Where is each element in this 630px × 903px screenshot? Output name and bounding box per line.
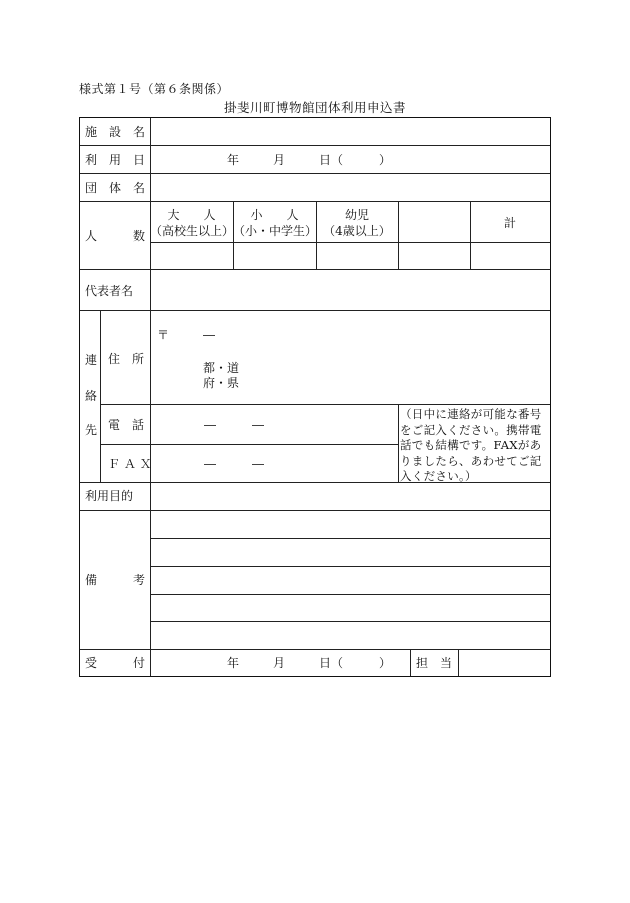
column-line — [398, 201, 399, 269]
phone-label: 電 話 — [108, 418, 145, 432]
row-line — [150, 242, 550, 243]
column-line — [398, 404, 399, 482]
purpose-label: 利用目的 — [85, 489, 134, 503]
adult-subheader: （高校生以上） — [150, 224, 235, 238]
row-line — [100, 444, 398, 445]
infant-subheader: （4歳以上） — [323, 224, 391, 238]
usage-date-month[interactable]: 月 — [273, 153, 286, 167]
reception-year[interactable]: 年 — [227, 656, 240, 670]
child-subheader: （小・中学生） — [233, 224, 318, 238]
postal-mark: 〒 — [157, 328, 170, 342]
reception-label: 受 付 — [85, 656, 146, 670]
contact-label-3: 先 — [85, 423, 98, 437]
form-number: 様式第１号（第６条関係） — [79, 82, 230, 96]
people-count-label: 人 数 — [85, 229, 146, 243]
column-line — [410, 649, 411, 676]
facility-label: 施 設 名 — [85, 125, 146, 139]
row-line — [150, 621, 550, 622]
application-table — [79, 117, 551, 677]
usage-date-label: 利 用 日 — [85, 153, 146, 167]
infant-header: 幼児 — [344, 208, 369, 222]
row-line — [150, 538, 550, 539]
remarks-label: 備 考 — [85, 573, 146, 587]
prefecture-line-1: 都・道 — [203, 361, 240, 375]
group-name-label: 団 体 名 — [85, 181, 146, 195]
row-line — [150, 566, 550, 567]
reception-month[interactable]: 月 — [273, 656, 286, 670]
form-title: 掛斐川町博物館団体利用申込書 — [223, 100, 406, 115]
postal-code-separator[interactable]: ― — [203, 328, 215, 342]
row-line — [150, 594, 550, 595]
phone-field[interactable]: ― ― — [204, 418, 265, 432]
fax-field[interactable]: ― ― — [204, 457, 265, 471]
column-line — [458, 649, 459, 676]
row-line — [100, 404, 550, 405]
adult-header: 大 人 — [167, 208, 216, 222]
column-line — [470, 201, 471, 269]
usage-date-year[interactable]: 年 — [227, 153, 240, 167]
usage-date-day[interactable]: 日（ ） — [319, 153, 392, 167]
contact-label-1: 連 — [85, 353, 98, 367]
column-line — [150, 118, 151, 676]
prefecture-line-2: 府・県 — [203, 376, 240, 390]
child-header: 小 人 — [250, 208, 299, 222]
column-line — [100, 310, 101, 482]
total-header: 計 — [503, 216, 516, 230]
address-label: 住 所 — [108, 352, 145, 366]
staff-label: 担 当 — [416, 656, 453, 670]
contact-label-2: 絡 — [85, 389, 98, 403]
contact-note: （日中に連絡が可能な番号をご記入ください。携帯電話でも結構です。FAXがありましたら、あわせてご記入ください。） — [400, 407, 542, 483]
reception-day[interactable]: 日（ ） — [319, 656, 392, 670]
representative-label: 代表者名 — [85, 284, 134, 298]
fax-label: Ｆ Ａ Ｘ — [108, 457, 152, 471]
